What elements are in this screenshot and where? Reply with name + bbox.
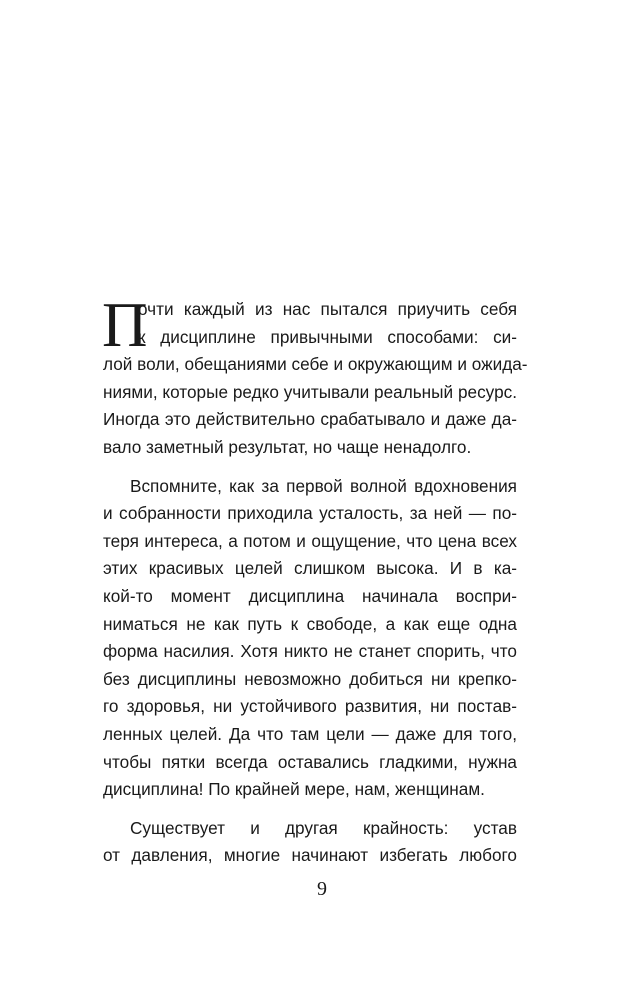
text-line: без дисциплины невозможно добиться ни крепко- [103, 668, 517, 689]
text-line: этих красивых целей слишком высока. И в ка- [103, 558, 517, 579]
text-line: чтобы пятки всегда оставались гладкими, нужна [103, 751, 517, 772]
text-line: форма насилия. Хотя никто не станет спорить, что [103, 641, 517, 662]
paragraph [102, 290, 528, 462]
drop-cap-letter: П [102, 290, 148, 360]
text-line: Иногда это действительно срабатывало и даже да- [103, 409, 517, 430]
body-text [102, 290, 528, 870]
paragraph [103, 473, 517, 804]
text-line: дисциплина! По крайней мере, нам, женщинам. [103, 779, 485, 800]
text-line: от давления, многие начинают избегать любого [103, 845, 517, 866]
paragraph [103, 815, 517, 870]
text-line: ленных целей. Да что там цели — даже для того, [103, 723, 517, 744]
text-line: и собранности приходила усталость, за ней — по- [103, 503, 517, 524]
text-line: очти каждый из нас пытался приучить себя [138, 299, 517, 319]
text-line: теря интереса, а потом и ощущение, что цена всех [103, 530, 517, 551]
text-line: го здоровья, ни устойчивого развития, ни постав- [103, 696, 517, 717]
paragraph-gap [103, 804, 517, 815]
text-line: вало заметный результат, но чаще ненадолго. [103, 436, 472, 457]
text-line: к дисциплине привычными способами: си- [138, 326, 517, 347]
page-number: 9 [317, 878, 327, 900]
text-line: ниями, которые редко учитывали реальный ресурс. [103, 381, 517, 402]
text-line: лой воли, обещаниями себе и окружающим и ожида- [103, 354, 528, 375]
paragraph-gap [103, 462, 517, 473]
text-line: Существует и другая крайность: устав [130, 817, 517, 838]
text-line: Вспомните, как за первой волной вдохновения [130, 475, 517, 496]
text-line: ниматься не как путь к свободе, а как еще одна [103, 613, 517, 634]
text-line: кой-то момент дисциплина начинала воспри- [103, 585, 517, 606]
